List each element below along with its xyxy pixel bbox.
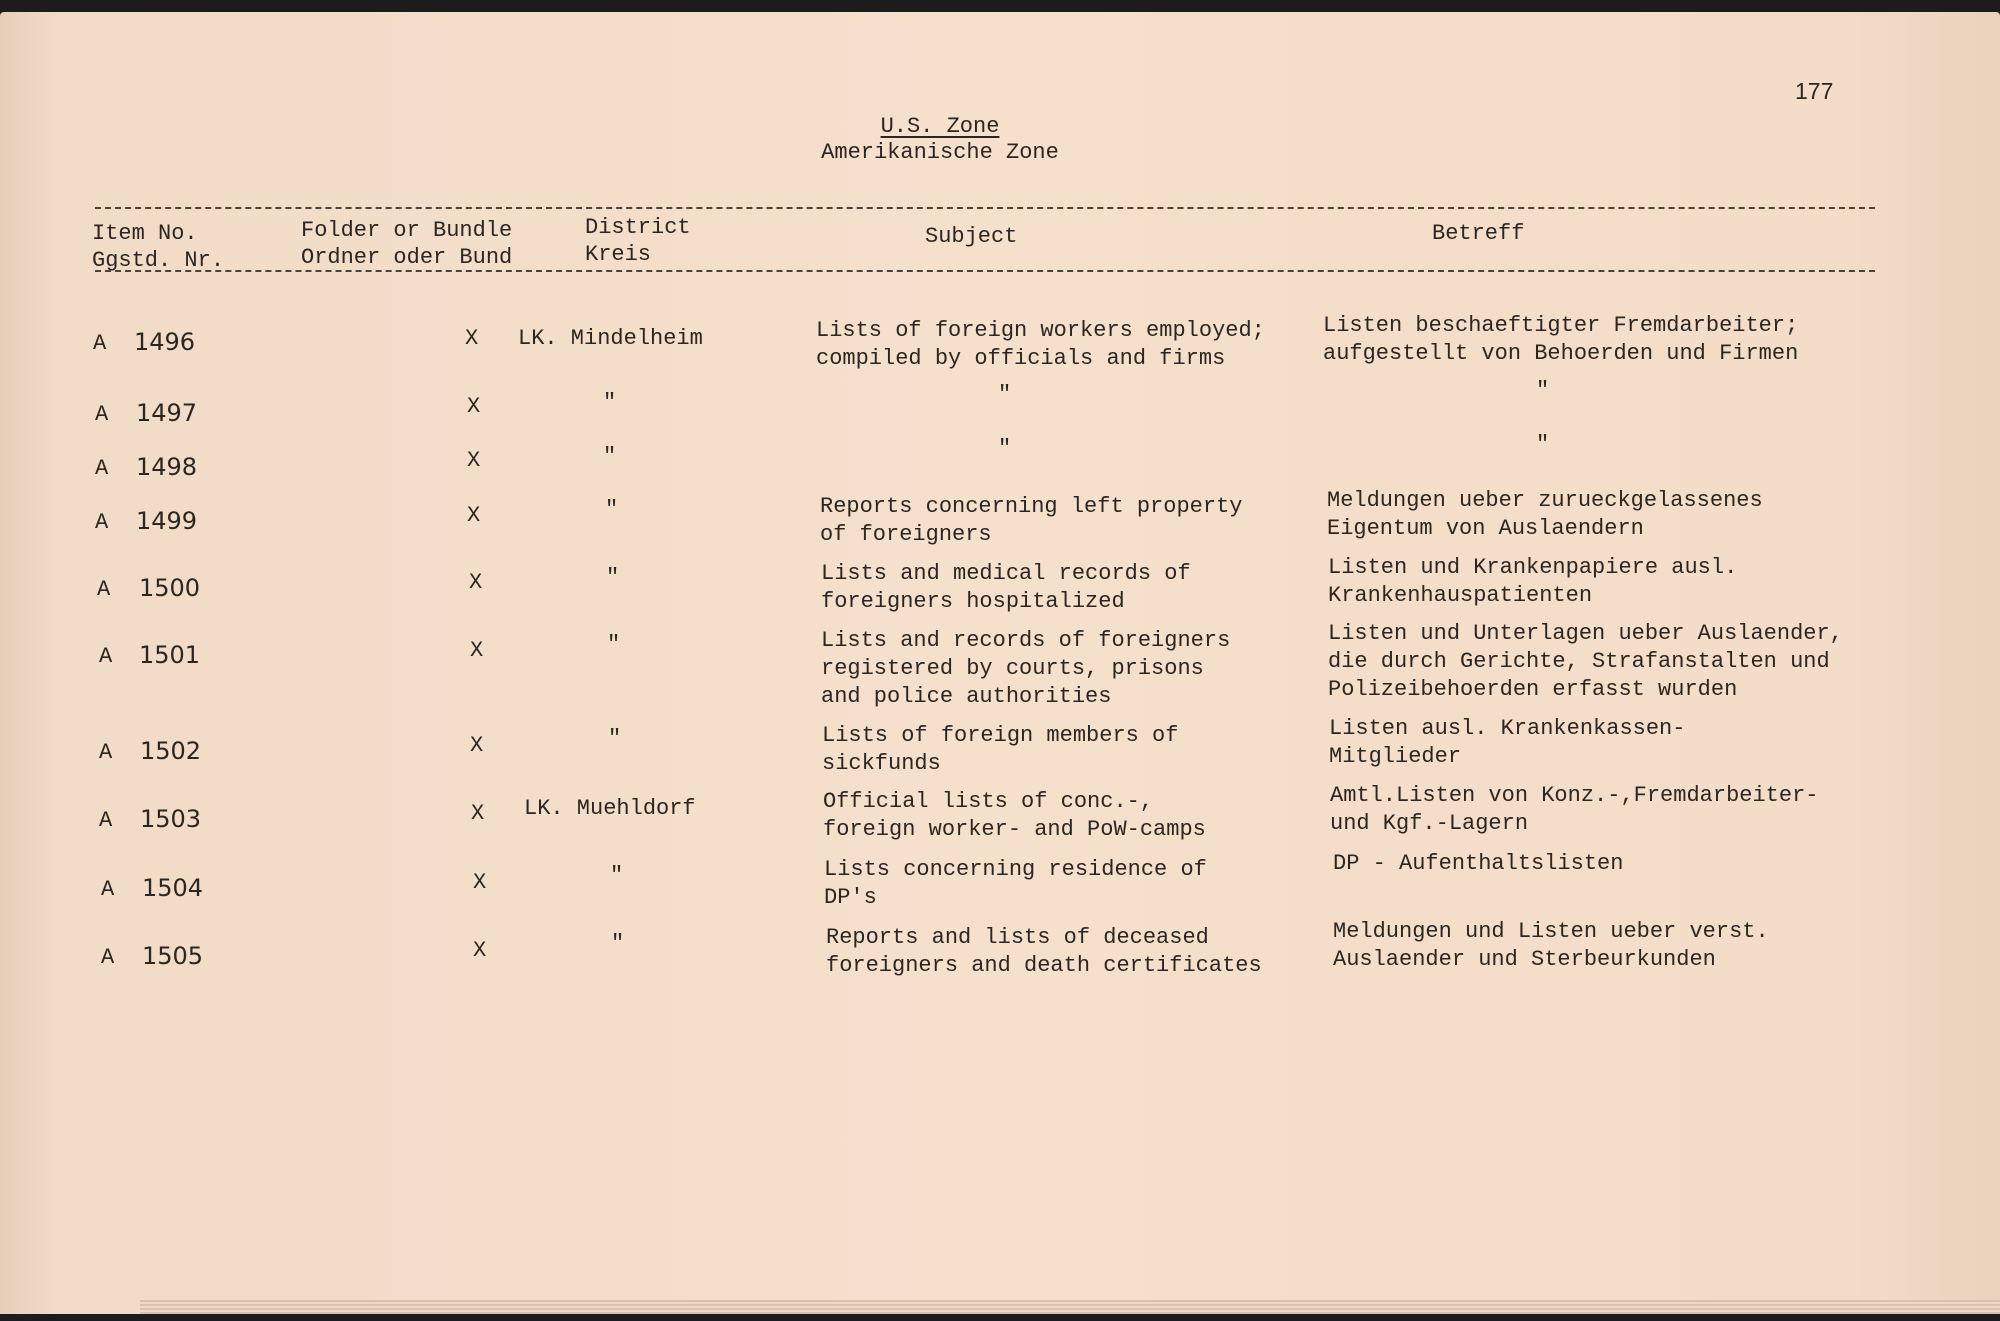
header-subject: Subject [925, 224, 1018, 249]
header-item-no: Item No. Ggstd. Nr. [92, 221, 225, 273]
betreff-ditto: " [1536, 432, 1550, 457]
item-series: A [99, 808, 113, 833]
folder-mark: X [467, 503, 481, 528]
subject: Reports concerning left property of foreigners [820, 494, 1243, 547]
page-number: 177 [1795, 78, 1834, 104]
betreff: Listen und Krankenpapiere ausl. Krankenhauspatienten [1328, 555, 1738, 608]
item-number: 1499 [136, 507, 198, 535]
item-series: A [99, 644, 113, 669]
subject: Lists and records of foreigners registered by courts, prisons and police authorities [821, 628, 1231, 709]
district-ditto: " [603, 444, 617, 469]
betreff-ditto: " [1536, 378, 1550, 403]
subject-ditto: " [998, 436, 1012, 461]
district-ditto: " [605, 497, 619, 522]
folder-mark: X [467, 394, 481, 419]
item-number: 1500 [139, 574, 201, 602]
district-ditto: " [607, 632, 621, 657]
item-number: 1498 [136, 453, 198, 481]
item-number: 1504 [142, 874, 204, 902]
subject: Official lists of conc.-, foreign worker- and PoW-camps [823, 789, 1206, 842]
header-district: District Kreis [585, 215, 691, 267]
subject: Lists and medical records of foreigners hospitalized [821, 561, 1191, 614]
item-number: 1503 [140, 805, 202, 833]
subject: Reports and lists of deceased foreigners and death certificates [826, 925, 1262, 978]
header-rule-top [95, 207, 1875, 209]
subject: Lists concerning residence of DP's [824, 857, 1207, 910]
folder-mark: X [473, 870, 487, 895]
betreff: Meldungen und Listen ueber verst. Auslaender und Sterbeurkunden [1333, 919, 1769, 972]
item-series: A [101, 945, 115, 970]
item-number: 1496 [134, 328, 196, 356]
page-stack-edge [140, 1300, 2000, 1314]
item-number: 1501 [139, 641, 201, 669]
district: LK. Muehldorf [524, 796, 696, 821]
folder-mark: X [465, 326, 479, 351]
district: LK. Mindelheim [518, 326, 703, 351]
item-number: 1497 [136, 399, 198, 427]
folder-mark: X [471, 801, 485, 826]
item-number: 1502 [140, 737, 202, 765]
betreff: Listen ausl. Krankenkassen- Mitglieder [1329, 716, 1686, 769]
district-ditto: " [608, 726, 622, 751]
item-number: 1505 [142, 942, 204, 970]
folder-mark: X [467, 448, 481, 473]
subject: Lists of foreign members of sickfunds [822, 723, 1179, 776]
subject-ditto: " [998, 382, 1012, 407]
folder-mark: X [473, 938, 487, 963]
subject: Lists of foreign workers employed; compiled by officials and firms [816, 318, 1265, 371]
betreff: Amtl.Listen von Konz.-,Fremdarbeiter- und Kgf.-Lagern [1330, 783, 1819, 836]
item-series: A [99, 740, 113, 765]
header-rule-bottom [95, 270, 1875, 272]
item-series: A [97, 577, 111, 602]
betreff: Listen beschaeftigter Fremdarbeiter; aufgestellt von Behoerden und Firmen [1323, 313, 1799, 366]
item-series: A [95, 456, 109, 481]
betreff: Listen und Unterlagen ueber Auslaender, die durch Gerichte, Strafanstalten und Polizeibehoerden erfasst wurden [1328, 621, 1843, 702]
betreff: Meldungen ueber zurueckgelassenes Eigentum von Auslaendern [1327, 488, 1763, 541]
page-title: U.S. Zone [880, 114, 1000, 139]
district-ditto: " [610, 863, 624, 888]
item-series: A [93, 331, 107, 356]
header-folder: Folder or Bundle Ordner oder Bund [301, 218, 513, 270]
item-series: A [95, 510, 109, 535]
district-ditto: " [603, 390, 617, 415]
document-page [0, 12, 2000, 1314]
folder-mark: X [470, 733, 484, 758]
betreff: DP - Aufenthaltslisten [1333, 851, 1624, 876]
page-subtitle: Amerikanische Zone [821, 140, 1059, 165]
item-series: A [95, 402, 109, 427]
district-ditto: " [611, 931, 625, 956]
folder-mark: X [470, 638, 484, 663]
folder-mark: X [469, 570, 483, 595]
header-betreff: Betreff [1432, 221, 1525, 246]
item-series: A [101, 877, 115, 902]
district-ditto: " [606, 565, 620, 590]
